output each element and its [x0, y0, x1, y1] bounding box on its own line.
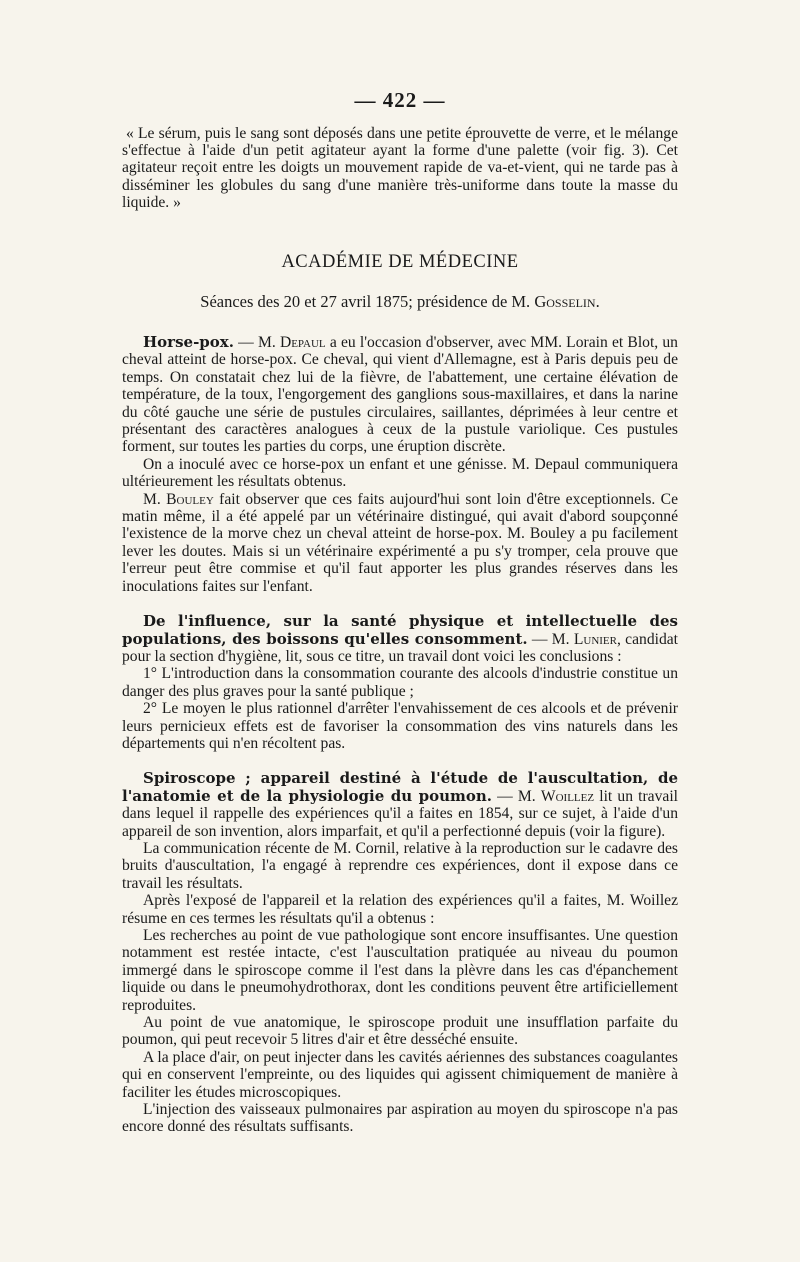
session-prefix: Séances des 20 et 27 avril 1875; présidence de M.	[200, 292, 535, 312]
influence-title: De l'influence, sur la santé physique et intellectuelle des populations, des boissons qu'elles consomment.	[122, 612, 678, 648]
spiroscope-title: Spiroscope ; appareil destiné à l'étude de l'auscultation, de l'anatomie et de la physiologie du poumon.	[122, 769, 678, 805]
horse-pox-title: Horse-pox.	[143, 333, 234, 352]
session-suffix: .	[595, 292, 600, 312]
spiroscope-paragraph-1	[122, 770, 678, 840]
spiroscope-p1-name: Woillez	[540, 787, 595, 805]
influence-paragraph-1	[122, 613, 678, 665]
section-title: ACADÉMIE DE MÉDECINE	[281, 252, 519, 273]
quote-paragraph: « Le sérum, puis le sang sont déposés dans une petite éprouvette de verre, et le mélange s'effectue à l'aide d'un petit agitateur ayant la forme d'une palette (voir fig. 3). Cet agitateur reçoit entre les doigts un mouvement rapide de va-et-vient, qui ne tarde pas à disséminer les globules du sang d'une manière très-uniforme dans toute la masse du liquide. »	[122, 125, 678, 211]
influence-p1-name: Lunier	[573, 630, 617, 648]
session-line	[122, 292, 678, 312]
influence-p1-text: , candidat pour la section d'hygiène, lit, sous ce titre, un travail dont voici les conclusions :	[122, 630, 679, 665]
page-number: — 422 —	[354, 88, 446, 112]
spiroscope-paragraph-5: Au point de vue anatomique, le spiroscope produit une insufflation parfaite du poumon, qui peut recevoir 5 litres d'air et être desséché ensuite.	[122, 1014, 678, 1049]
influence-conclusion-2: 2° Le moyen le plus rationnel d'arrêter l'envahissement de ces alcools et de prévenir leurs pernicieux effets est de favoriser la consommation des vins naturels dans les départements qui n'en récoltent pas.	[122, 700, 678, 752]
spiroscope-paragraph-6: A la place d'air, on peut injecter dans les cavités aériennes des substances coagulantes qui en conservent l'empreinte, ou des liquides qui agissent chimiquement de manière à faciliter les études microscopiques.	[122, 1048, 678, 1101]
president-name: Gosselin	[534, 292, 596, 312]
spacer	[122, 595, 678, 613]
spiroscope-paragraph-4: Les recherches au point de vue pathologique sont encore insuffisantes. Une question notamment est restée intacte, c'est l'auscultation pratiquée au niveau du poumon immergé dans le spiroscope comme il l'est dans la plèvre dans les cas d'épanchement liquide ou dans le pneumohydrothorax, dont les conditions peuvent être artificiellement reproduites.	[122, 927, 678, 1014]
horse-pox-paragraph-2: On a inoculé avec ce horse-pox un enfant et une génisse. M. Depaul communiquera ultérieurement les résultats obtenus.	[122, 455, 678, 491]
spiroscope-paragraph-2: La communication récente de M. Cornil, relative à la reproduction sur le cadavre des bruits d'auscultation, l'a engagé à reprendre ces expériences, dont il expose dans ce travail les résultats.	[122, 839, 678, 892]
spiroscope-paragraph-3: Après l'exposé de l'appareil et la relation des expériences qu'il a faites, M. Woillez résume en ces termes les résultats qu'il a obtenus :	[122, 892, 678, 927]
spiroscope-paragraph-7: L'injection des vaisseaux pulmonaires par aspiration au moyen du spiroscope n'a pas encore donné des résultats suffisants.	[122, 1101, 678, 1136]
spiroscope-p1-prefix: — M.	[492, 787, 541, 805]
horse-pox-p1-prefix: — M.	[233, 334, 280, 352]
horse-pox-paragraph-3	[122, 491, 678, 595]
horse-pox-p1-name: Depaul	[279, 334, 326, 352]
document-page	[122, 88, 678, 1136]
horse-pox-paragraph-1	[122, 334, 678, 456]
horse-pox-p3-prefix: M.	[143, 490, 167, 508]
horse-pox-p3-text: fait observer que ces faits aujourd'hui sont loin d'être exceptionnels. Ce matin même, il a été appelé par un vétérinaire distingué, qui avait d'abord soupçonné l'existence de la morve chez un cheval atteint de horse-pox. M. Bouley a pu facilement lever les doutes. Mais si un vétérinaire expérimenté a pu s'y tromper, cela prouve que l'erreur peut être commise et qu'il faut apporter les plus grandes réserves dans les inoculations faites sur l'enfant.	[122, 490, 678, 595]
spiroscope-p1-text: lit un travail dans lequel il rappelle des expériences qu'il a faites en 1854, sur ce sujet, à l'aide d'un appareil de son invention, alors imparfait, et qu'il a perfectionné depuis (voir la figure).	[122, 787, 678, 840]
influence-p1-prefix: — M.	[527, 630, 574, 648]
influence-conclusion-1: 1° L'introduction dans la consommation courante des alcools d'industrie constitue un danger des plus graves pour la santé publique ;	[122, 665, 678, 700]
spacer	[122, 752, 678, 770]
horse-pox-p3-name: Bouley	[166, 490, 214, 508]
horse-pox-p1-text: a eu l'occasion d'observer, avec MM. Lorain et Blot, un cheval atteint de horse-pox. Ce cheval, qui vient d'Allemagne, est à Paris depuis peu de temps. On constatait chez lui de la fièvre, de l'abattement, une certaine élévation de température, de la toux, l'engorgement des ganglions sous-maxillaires, et dans la narine du côté gauche une série de pustules circulaires, saillantes, déprimées à leur centre et présentant des caractères analogues à ceux de la pustule variolique. Ces pustules forment, sur toutes les parties du corps, une éruption discrète.	[122, 334, 678, 456]
